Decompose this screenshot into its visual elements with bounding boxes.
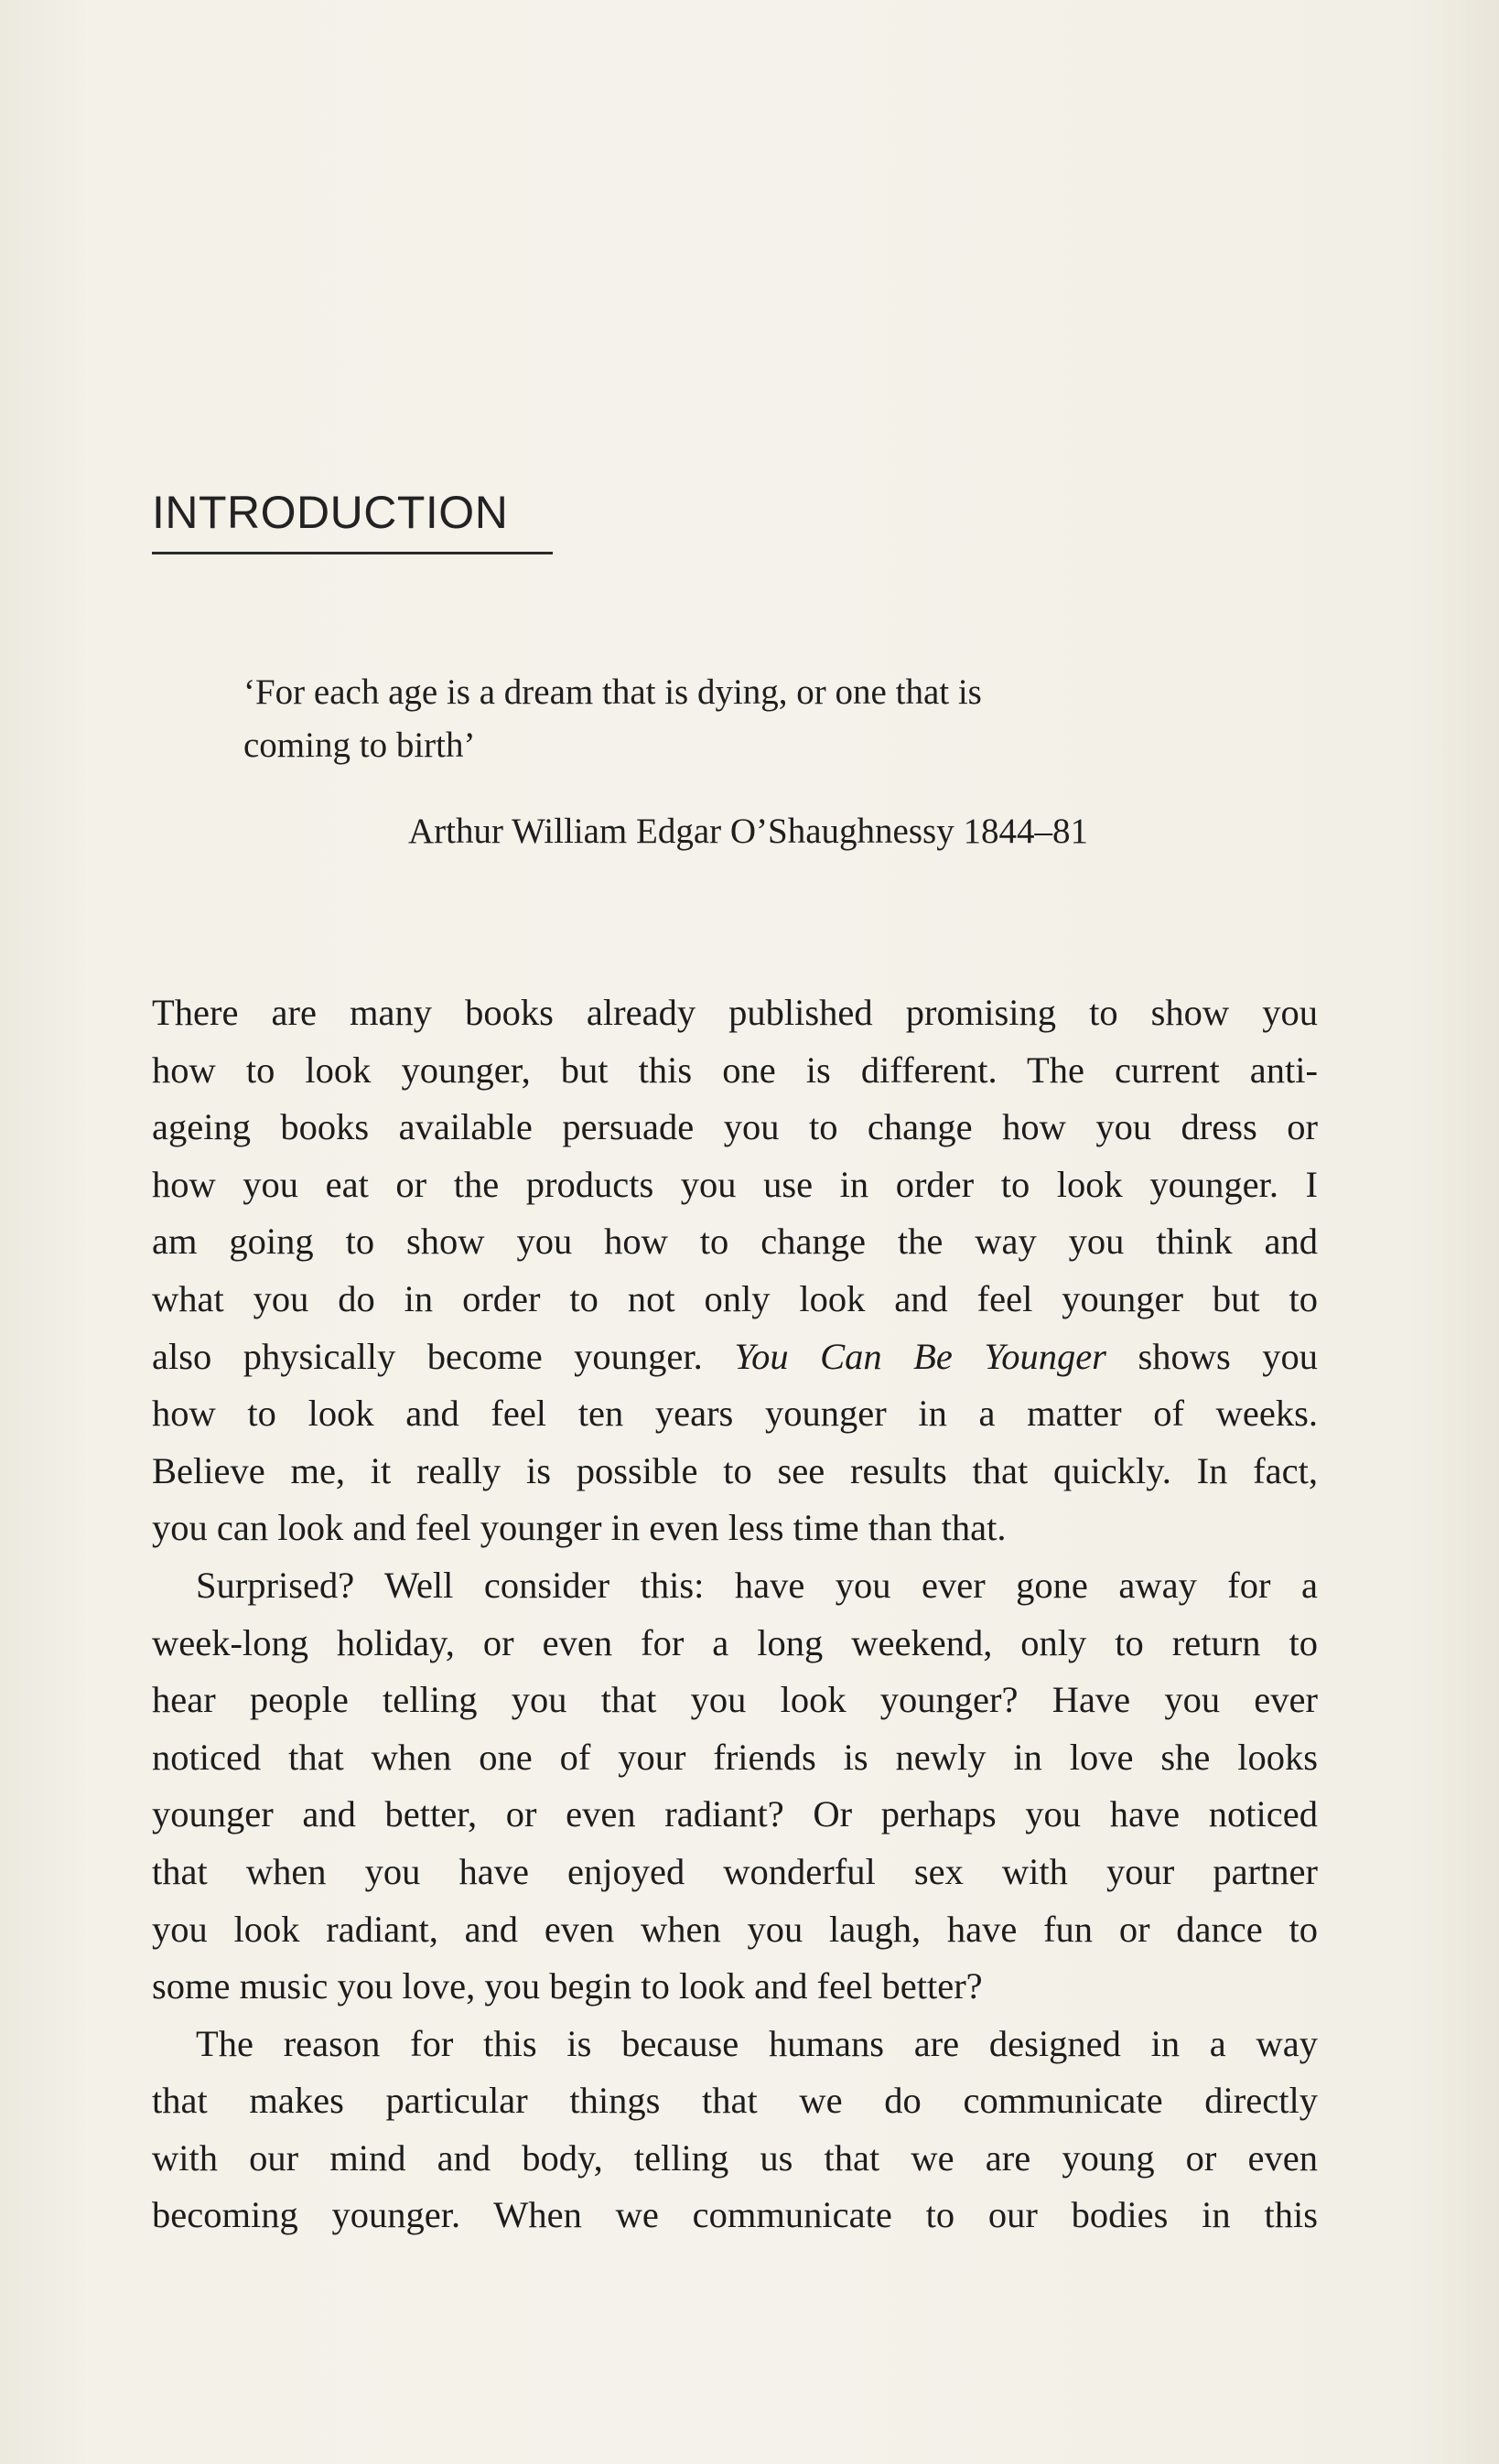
text-line: Surprised? Well consider this: have you ever gone away for a (196, 1564, 1318, 1606)
text-line: ageing books available persuade you to change how you dress or (152, 1106, 1318, 1148)
epigraph-line: ‘For each age is a dream that is dying, or one that is (243, 672, 982, 712)
epigraph-line: coming to birth’ (243, 726, 476, 765)
text-line: you look radiant, and even when you laugh, have fun or dance to (152, 1908, 1318, 1950)
text-line: noticed that when one of your friends is newly in love she looks (152, 1736, 1318, 1778)
epigraph-attribution: Arthur William Edgar O’Shaughnessy 1844–81 (408, 812, 1088, 851)
text-line: Believe me, it really is possible to see results that quickly. In fact, (152, 1449, 1318, 1491)
epigraph-quote (243, 666, 1268, 772)
text-line: how to look younger, but this one is different. The current anti- (152, 1049, 1318, 1091)
text-line: how to look and feel ten years younger in a matter of weeks. (152, 1393, 1318, 1435)
text-line: that when you have enjoyed wonderful sex with your partner (152, 1850, 1318, 1892)
text-line: with our mind and body, telling us that we are young or even (152, 2136, 1318, 2179)
text-line: week-long holiday, or even for a long weekend, only to return to (152, 1621, 1318, 1663)
book-title: You Can Be Younger (734, 1335, 1106, 1377)
heading-underline (152, 552, 553, 554)
text-line (152, 1329, 1318, 1386)
text-line: what you do in order to not only look and feel younger but to (152, 1277, 1318, 1319)
paragraph (152, 2016, 1318, 2244)
chapter-heading: INTRODUCTION (152, 487, 509, 538)
body-text (152, 985, 1318, 2244)
text-line: becoming younger. When we communicate to our bodies in this (152, 2194, 1318, 2236)
text-line: am going to show you how to change the way you think and (152, 1221, 1318, 1263)
text-line: some music you love, you begin to look and feel better? (152, 1965, 983, 2007)
text-fragment: shows you (1138, 1335, 1318, 1377)
text-line: that makes particular things that we do communicate directly (152, 2080, 1318, 2122)
text-line: hear people telling you that you look younger? Have you ever (152, 1679, 1318, 1721)
paragraph (152, 1557, 1318, 2016)
text-line: how you eat or the products you use in order to look younger. I (152, 1163, 1318, 1205)
text-line: you can look and feel younger in even less time than that. (152, 1507, 1007, 1549)
paragraph (152, 985, 1318, 1557)
text-line: younger and better, or even radiant? Or perhaps you have noticed (152, 1793, 1318, 1835)
text-line: There are many books already published promising to show you (152, 992, 1318, 1033)
text-line: The reason for this is because humans are designed in a way (196, 2022, 1318, 2064)
text-fragment: also physically become younger. (152, 1335, 703, 1377)
